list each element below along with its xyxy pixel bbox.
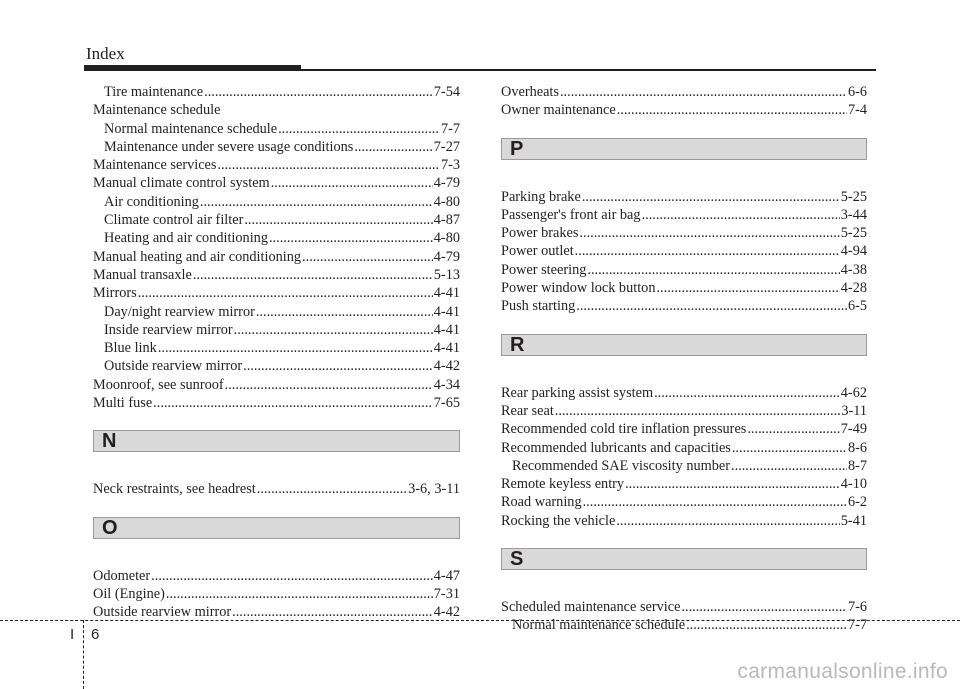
index-entry — [501, 598, 867, 616]
index-entry — [93, 83, 460, 101]
dot-leader — [232, 603, 433, 621]
dot-leader — [555, 402, 841, 420]
section-header-bar — [93, 517, 460, 539]
dot-leader — [732, 439, 847, 457]
index-entry-page: 6-2 — [847, 494, 867, 511]
index-entry-page: 3-11 — [841, 402, 867, 419]
index-entry-page: 3-6, 3-11 — [408, 481, 460, 498]
index-entry — [501, 206, 867, 224]
index-entry-page: 6-5 — [847, 298, 867, 315]
index-entry-term: Road warning — [501, 494, 582, 511]
index-entry — [93, 174, 460, 192]
dot-leader — [225, 376, 433, 394]
index-entry-term: Manual transaxle — [93, 266, 192, 283]
index-entry-term: Parking brake — [501, 188, 581, 205]
index-entry-page: 6-6 — [847, 84, 867, 100]
index-entry-term: Blue link — [104, 340, 157, 357]
section-header-bar — [501, 548, 867, 570]
index-entry-term: Scheduled maintenance service — [501, 599, 681, 616]
dot-leader — [200, 193, 433, 211]
header-rule-thick — [84, 65, 301, 71]
dot-leader — [256, 303, 433, 321]
page-title: Index — [86, 44, 125, 63]
index-entry-page: 4-10 — [840, 476, 867, 493]
dot-leader — [654, 384, 840, 402]
index-entry-term: Recommended cold tire inflation pressures — [501, 421, 747, 438]
index-entry — [93, 284, 460, 302]
index-entry-term: Day/night rearview mirror — [104, 303, 255, 320]
dot-leader — [625, 475, 840, 493]
index-entry-term: Rear parking assist system — [501, 384, 654, 401]
index-entry-page: 7-31 — [433, 585, 460, 602]
index-entry-term: Overheats — [501, 84, 559, 100]
index-entry-term: Power brakes — [501, 225, 579, 242]
section-letter: S — [510, 548, 524, 571]
footer-divider-vertical — [83, 620, 84, 689]
index-column-left — [93, 83, 460, 622]
dot-leader — [560, 83, 847, 101]
index-entry-page: 4-80 — [433, 193, 460, 210]
index-entry — [501, 402, 867, 420]
index-entry-page: 7-6 — [847, 599, 867, 616]
dot-leader — [582, 188, 840, 206]
index-entry — [93, 248, 460, 266]
index-entry-page: 7-27 — [433, 138, 460, 155]
index-entry-page: 4-38 — [840, 261, 867, 278]
index-entry — [501, 493, 867, 511]
index-entry-page: 5-13 — [433, 266, 460, 283]
index-entry — [501, 457, 867, 475]
index-entry-term: Normal maintenance schedule — [512, 617, 686, 634]
index-column-right — [501, 83, 867, 635]
index-entry-page: 4-62 — [840, 384, 867, 401]
index-entry-page: 5-41 — [840, 512, 867, 529]
index-entry-page: 4-79 — [433, 248, 460, 265]
index-entry-term: Multi fuse — [93, 395, 153, 412]
index-entry-page: 4-42 — [433, 358, 460, 375]
index-entry — [501, 384, 867, 402]
index-entry-term: Outside rearview mirror — [93, 604, 232, 621]
index-entry-page: 7-49 — [840, 421, 867, 438]
section-header-bar — [93, 430, 460, 452]
index-entry — [93, 480, 460, 498]
dot-leader — [642, 206, 840, 224]
index-entry-page: 4-42 — [433, 604, 460, 621]
section-letter: N — [102, 430, 117, 453]
index-entry — [501, 261, 867, 279]
index-entry-term: Power steering — [501, 261, 587, 278]
index-entry-term: Rocking the vehicle — [501, 512, 616, 529]
section-letter: P — [510, 137, 524, 160]
watermark-link[interactable]: carmanualsonline.info — [737, 660, 948, 683]
dot-leader — [269, 229, 433, 247]
index-entry — [93, 193, 460, 211]
index-entry-term: Outside rearview mirror — [104, 358, 243, 375]
index-entry — [93, 303, 460, 321]
index-entry-term: Mirrors — [93, 285, 137, 302]
index-entry-page: 4-41 — [433, 321, 460, 338]
index-entry-term: Manual climate control system — [93, 175, 270, 192]
dot-leader — [257, 480, 407, 498]
footer-page-number: 6 — [91, 626, 100, 643]
index-entry-term: Maintenance services — [93, 157, 217, 174]
dot-leader — [166, 585, 433, 603]
dot-leader — [731, 457, 847, 475]
index-entry — [93, 394, 460, 412]
index-entry-page: 7-3 — [440, 157, 460, 174]
index-entry-term: Air conditioning — [104, 193, 199, 210]
index-entry-term: Maintenance schedule — [93, 102, 221, 119]
index-entry — [501, 279, 867, 297]
index-entry-term: Climate control air filter — [104, 212, 244, 229]
index-entry — [93, 229, 460, 247]
index-entry-term: Inside rearview mirror — [104, 321, 233, 338]
index-entry — [501, 475, 867, 493]
index-entry-term: Maintenance under severe usage conditions — [104, 138, 354, 155]
dot-leader — [617, 101, 847, 119]
section-letter: O — [102, 516, 118, 539]
index-entry-page: 4-28 — [840, 280, 867, 297]
index-entry — [93, 357, 460, 375]
dot-leader — [151, 567, 433, 585]
dot-leader — [576, 297, 847, 315]
index-entry — [501, 224, 867, 242]
index-entry-page: 5-25 — [840, 225, 867, 242]
index-entry-term: Remote keyless entry — [501, 476, 625, 493]
dot-leader — [747, 420, 839, 438]
dot-leader — [138, 284, 433, 302]
index-entry — [501, 297, 867, 315]
section-header-bar — [501, 334, 867, 356]
index-entry-page: 4-41 — [433, 285, 460, 302]
footer-divider — [0, 620, 960, 621]
dot-leader — [217, 156, 439, 174]
index-entry-term: Recommended lubricants and capacities — [501, 439, 731, 456]
dot-leader — [587, 261, 839, 279]
index-entry-page: 5-25 — [840, 188, 867, 205]
index-entry-term: Oil (Engine) — [93, 585, 165, 602]
index-entry-page: 4-41 — [433, 303, 460, 320]
index-entry — [93, 138, 460, 156]
dot-leader — [579, 224, 839, 242]
index-entry-term: Recommended SAE viscosity number — [512, 457, 730, 474]
index-entry-term: Owner maintenance — [501, 102, 616, 119]
index-entry-term: Manual heating and air conditioning — [93, 248, 302, 265]
footer-section-letter: I — [70, 626, 75, 643]
index-entry — [93, 376, 460, 394]
index-entry — [501, 101, 867, 119]
index-entry — [93, 211, 460, 229]
dot-leader — [278, 120, 440, 138]
dot-leader — [193, 266, 433, 284]
index-entry — [501, 512, 867, 530]
index-entry — [93, 101, 460, 119]
index-entry — [93, 603, 460, 621]
index-entry-term: Moonroof, see sunroof — [93, 376, 224, 393]
index-entry-page: 4-79 — [433, 175, 460, 192]
index-entry — [501, 83, 867, 101]
index-entry-term: Passenger's front air bag — [501, 206, 641, 223]
index-entry-page: 4-34 — [433, 376, 460, 393]
index-entry — [93, 339, 460, 357]
index-entry-page: 4-80 — [433, 230, 460, 247]
dot-leader — [234, 321, 433, 339]
dot-leader — [302, 248, 433, 266]
dot-leader — [583, 493, 847, 511]
index-entry-page: 4-41 — [433, 340, 460, 357]
index-entry-term: Rear seat — [501, 402, 554, 419]
index-entry — [93, 266, 460, 284]
index-entry — [501, 420, 867, 438]
index-entry-page: 8-6 — [847, 439, 867, 456]
dot-leader — [656, 279, 839, 297]
header-rule-thin — [301, 69, 876, 71]
index-entry-term: Neck restraints, see headrest — [93, 481, 256, 498]
index-entry-term: Normal maintenance schedule — [104, 120, 278, 137]
index-entry-term: Power outlet — [501, 243, 574, 260]
index-entry-page: 8-7 — [847, 457, 867, 474]
dot-leader — [354, 138, 432, 156]
dot-leader — [575, 242, 840, 260]
section-letter: R — [510, 333, 525, 356]
index-entry — [93, 156, 460, 174]
index-entry — [501, 188, 867, 206]
index-entry-page: 4-47 — [433, 567, 460, 584]
section-header-bar — [501, 138, 867, 160]
index-entry-page: 7-7 — [847, 617, 867, 634]
dot-leader — [271, 174, 433, 192]
index-entry-term: Power window lock button — [501, 280, 656, 297]
index-entry-term: Tire maintenance — [104, 84, 204, 100]
index-entry — [501, 439, 867, 457]
index-entry-page: 7-54 — [433, 84, 460, 100]
dot-leader — [204, 83, 433, 101]
dot-leader — [244, 211, 432, 229]
dot-leader — [616, 512, 839, 530]
dot-leader — [158, 339, 433, 357]
index-entry — [93, 120, 460, 138]
index-entry — [93, 585, 460, 603]
index-entry-page: 7-65 — [433, 395, 460, 412]
index-entry — [93, 321, 460, 339]
index-entry-page: 7-7 — [440, 120, 460, 137]
index-entry-page: 4-94 — [840, 243, 867, 260]
dot-leader — [153, 394, 433, 412]
index-entry-page: 4-87 — [433, 212, 460, 229]
index-entry — [93, 567, 460, 585]
dot-leader — [681, 598, 847, 616]
index-entry-term: Push starting — [501, 298, 576, 315]
index-entry-page: 7-4 — [847, 102, 867, 119]
index-entry-term: Odometer — [93, 567, 151, 584]
index-entry-page: 3-44 — [840, 206, 867, 223]
dot-leader — [243, 357, 433, 375]
index-entry-term: Heating and air conditioning — [104, 230, 268, 247]
index-entry — [501, 242, 867, 260]
